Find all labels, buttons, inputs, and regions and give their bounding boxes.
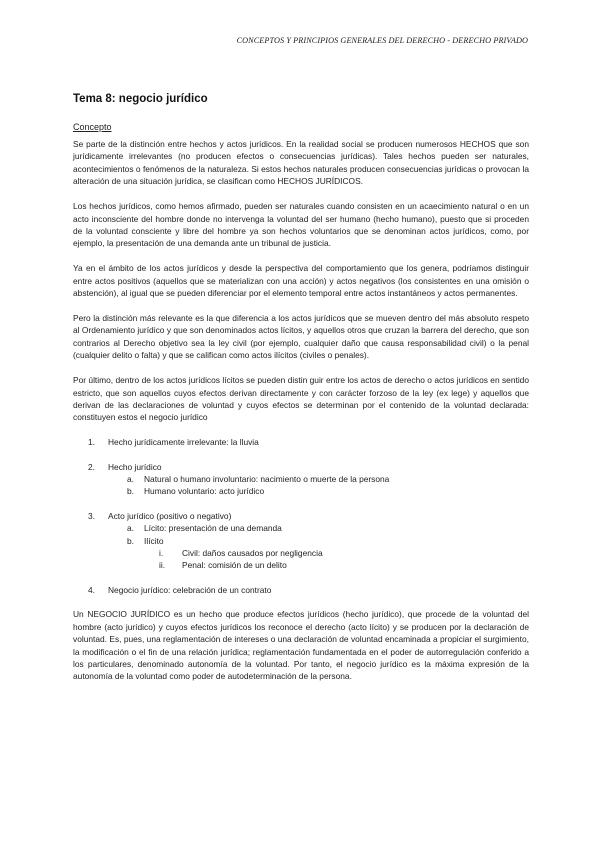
sub-list-item [73,485,529,497]
list-item-number: 3. [88,510,95,521]
list-item [73,461,529,498]
sub-list-letter: a. [127,523,134,534]
paragraph-2: Los hechos jurídicos, como hemos afirmado, pueden ser naturales cuando consisten en un acaecimiento natural o en un acto inconsciente del hombre donde no intervenga la voluntad del ser humano (hecho humano), puesto que si proceden de la voluntad consciente y libre del hombre ya son hechos voluntarios que se denominan actos jurídicos, como, por ejemplo, la presentación de una demanda ante un tribunal de justicia. [73,201,529,249]
sub-list-text: Lícito: presentación de una demanda [144,523,282,534]
sub-sub-list-text: Penal: comisión de un delito [182,560,287,571]
sub-list-text: Ilícito [144,535,164,546]
paragraph-4: Pero la distinción más relevante es la que diferencia a los actos jurídicos que se mueven dentro del más absoluto respeto al Ordenamiento jurídico y que son denominados actos lícitos, y aquellos otros que cruzan la barrera del derecho, que son contrarios al Derecho objetivo sea la ley civil (por ejemplo, cualquier daño que causa responsabilidad civil) o la penal (cualquier delito o falta) y que se califican como actos ilícitos (civiles o penales). [73,312,529,361]
sub-sub-list-item [73,559,529,571]
list-item-text: Hecho jurídico [108,461,162,472]
paragraph-5: Por último, dentro de los actos jurídicos lícitos se pueden distin guir entre los actos de derecho o actos jurídicos en sentido estricto, que son aquellos cuyos efectos derivan directamente y con carácter forzoso de la ley (ex lege) y aquellos que derivan de las declaraciones de voluntad y cuyos efectos se determinan por el contenido de la voluntad declarada: constituyen estos el negocio jurídico [73,375,529,423]
sub-list-letter: a. [127,474,134,485]
sub-list-item [73,473,529,485]
paragraph-3: Ya en el ámbito de los actos jurídicos y desde la perspectiva del comportamiento que los genera, podríamos distinguir entre actos positivos (aquellos que se materializan con una acción) y actos negativos (los consistentes en una omisión o abstención), al igual que se pueden diferenciar por el elemento temporal entre actos instantáneos y actos permanentes. [73,263,529,299]
sub-sub-list-item [73,547,529,559]
list-item-number: 4. [88,584,95,595]
list-item [73,436,529,448]
list-item [73,510,529,572]
sub-list-text: Natural o humano involuntario: nacimiento o muerte de la persona [144,474,390,485]
page-title: Tema 8: negocio jurídico [73,93,208,105]
paragraph-final: Un NEGOCIO JURÍDICO es un hecho que produce efectos jurídicos (hecho jurídico), que procede de la voluntad del hombre (acto jurídico) y cuyos efectos jurídicos los reconoce el derecho (acto lícito) y se producen por la declaración de voluntad. Es, pues, una reglamentación de intereses o una declaración de voluntad encaminada a propiciar el surgimiento, la modificación o el fin de una relación jurídica; reglamentación fundamentada en el poder de autorregulación conferido a los particulares, denominado autonomía de la voluntad. Por tanto, el negocio jurídico es la máxima expresión de la autonomía de la voluntad como poder de autodeterminación de la persona. [73,609,529,682]
list-item-number: 2. [88,461,95,472]
running-header: CONCEPTOS Y PRINCIPIOS GENERALES DEL DERECHO - DERECHO PRIVADO [236,36,528,45]
sub-list-letter: b. [127,486,134,497]
document-body [73,93,529,695]
sub-list-text: Humano voluntario: acto jurídico [144,486,265,497]
list-item [73,584,529,596]
sub-list-item [73,535,529,547]
sub-list-item [73,522,529,534]
classification-list [73,436,529,596]
sub-sub-list-number: i. [159,548,164,559]
paragraph-1: Se parte de la distinción entre hechos y actos jurídicos. En la realidad social se producen numerosos HECHOS que son jurídicamente irrelevantes (no producen efectos o consecuencias jurídicas). Tales hechos pueden ser naturales, acontecimientos o fenómenos de la naturaleza. Si estos hechos naturales producen consecuencias jurídicas o provocan la alteración de una situación jurídica, se clasifican como HECHOS JURÍDICOS. [73,139,529,187]
section-heading-concepto: Concepto [73,122,112,132]
sub-list-letter: b. [127,535,134,546]
list-item-text: Hecho jurídicamente irrelevante: la lluvia [108,437,259,448]
list-item-number: 1. [88,437,95,448]
sub-sub-list-text: Civil: daños causados por negligencia [182,548,323,559]
list-item-text: Acto jurídico (positivo o negativo) [108,510,232,521]
sub-sub-list-number: ii. [159,560,166,571]
list-item-text: Negocio jurídico: celebración de un contrato [108,584,272,595]
